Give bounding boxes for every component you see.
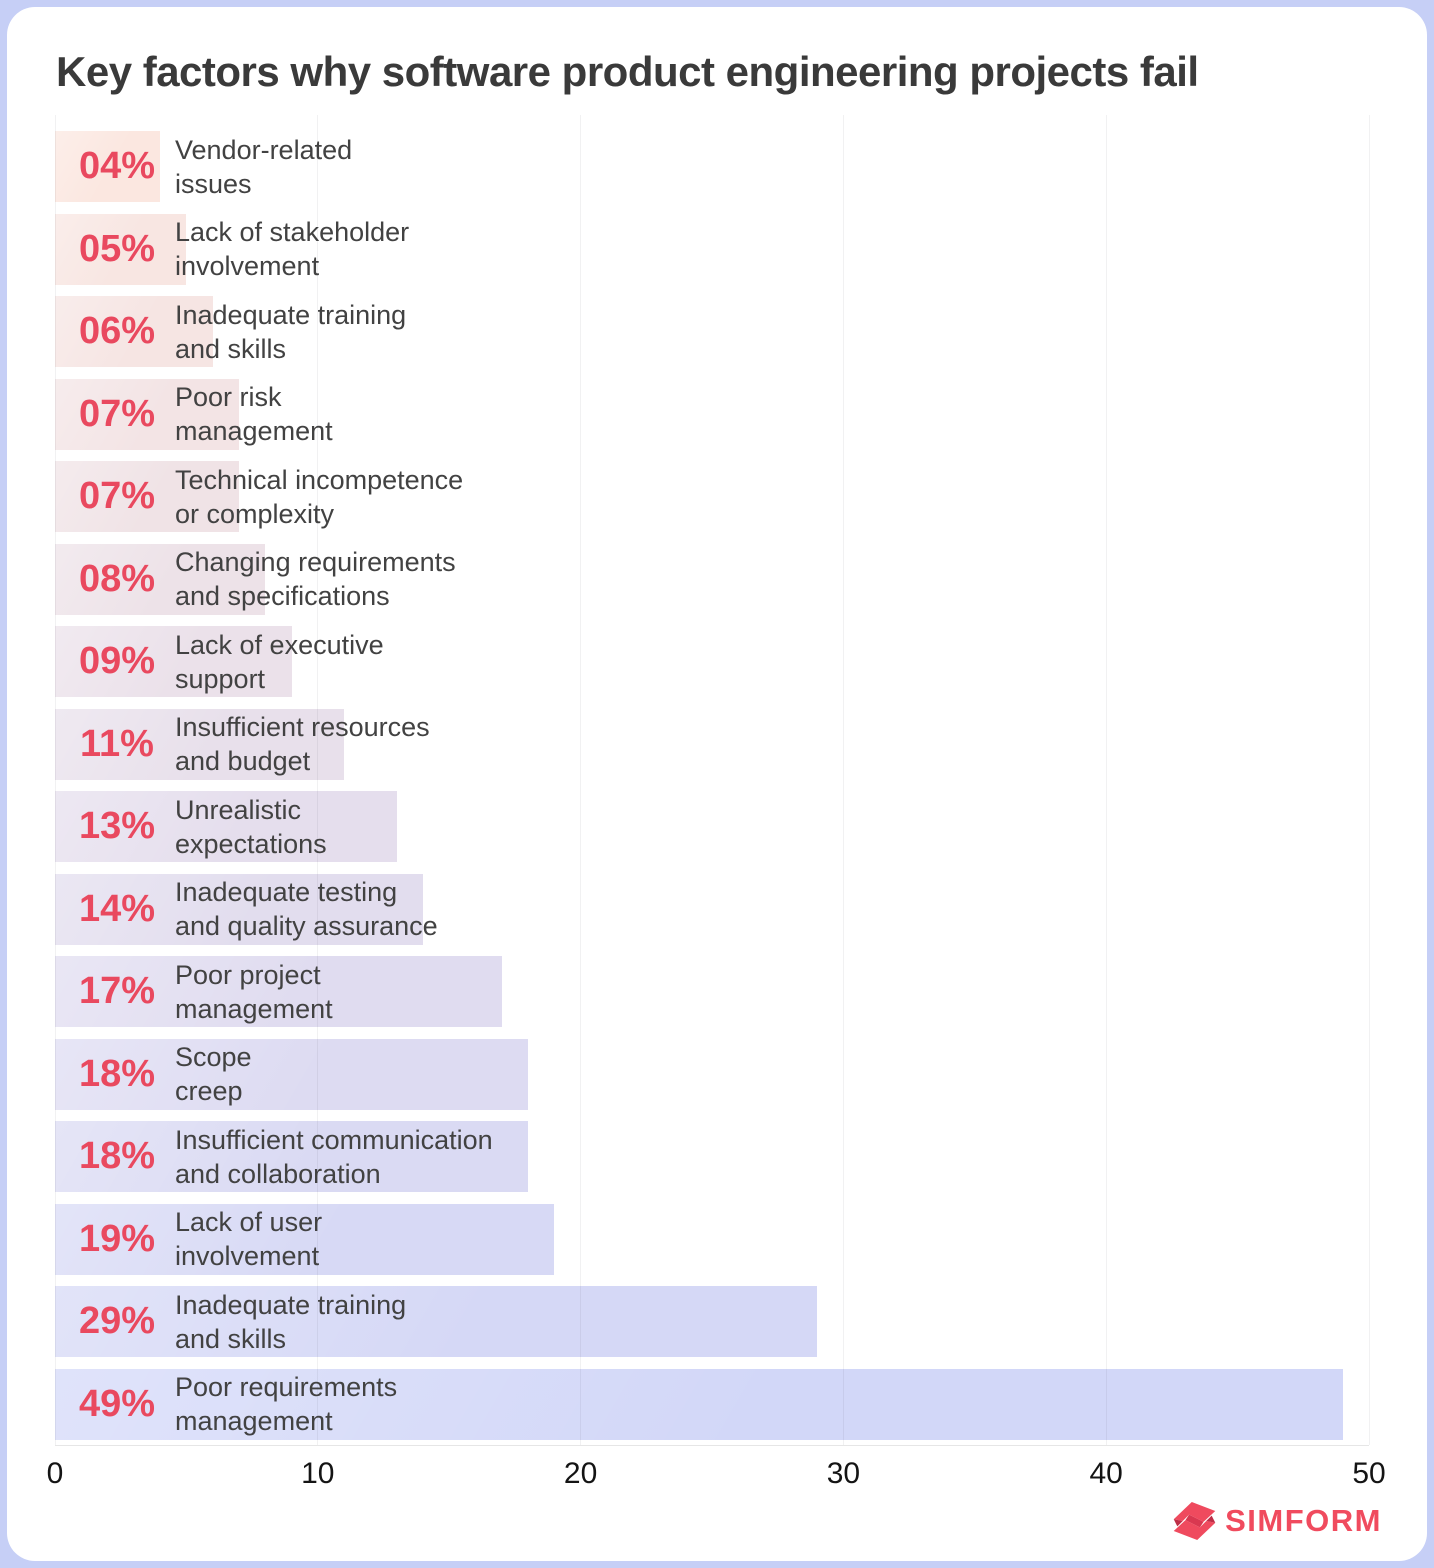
- category-label-line1: Scope: [175, 1042, 252, 1072]
- gridline-50: [1369, 115, 1370, 1445]
- category-label-line1: Unrealistic: [175, 794, 302, 825]
- brand-wordmark: SIMFORM: [1225, 1503, 1382, 1538]
- gridline-0: [55, 115, 56, 1445]
- bar-row: [55, 379, 1369, 450]
- category-label-line1: Changing requirements: [175, 547, 456, 577]
- value-label: 11%: [80, 722, 154, 765]
- category-label-line2: management: [175, 993, 333, 1024]
- category-label-line2: involvement: [175, 251, 320, 281]
- category-label-line1: Poor risk: [175, 382, 282, 412]
- category-label-line1: Insufficient resources: [175, 712, 430, 742]
- value-label: 18%: [78, 1052, 156, 1095]
- category-label: [175, 215, 409, 283]
- x-axis-tick-label-40: 40: [1089, 1457, 1123, 1490]
- bar-row: [55, 296, 1369, 367]
- category-label-line2: expectations: [175, 828, 327, 859]
- infographic-card: [7, 7, 1427, 1561]
- value-label: 49%: [78, 1382, 156, 1425]
- gridline-20: [580, 115, 581, 1445]
- category-label-line2: creep: [175, 1076, 243, 1106]
- category-label: [175, 793, 327, 861]
- value-label: 05%: [78, 227, 156, 270]
- value-label: 17%: [78, 970, 156, 1012]
- category-label-line1: Poor project: [175, 959, 321, 990]
- category-label-line2: and specifications: [175, 581, 390, 611]
- value-label: 13%: [78, 805, 156, 847]
- bar: [55, 1286, 817, 1357]
- x-axis-tick-label-20: 20: [563, 1457, 598, 1490]
- category-label-line2: and budget: [175, 746, 311, 776]
- category-label-line1: Poor requirements: [175, 1372, 398, 1402]
- simform-logo-icon: [1171, 1499, 1218, 1543]
- x-axis-tick-label-10: 10: [301, 1457, 335, 1490]
- x-axis-tick-label-0: 0: [46, 1457, 64, 1490]
- gridline-30: [843, 115, 844, 1445]
- category-label-line2: and skills: [175, 333, 287, 364]
- category-label-line1: Vendor-related: [175, 134, 353, 165]
- category-label: [175, 463, 463, 531]
- category-label: [175, 710, 430, 778]
- category-label: [175, 958, 333, 1026]
- bar-row: [55, 791, 1369, 862]
- value-label: 09%: [78, 640, 156, 682]
- category-label: [175, 628, 384, 696]
- value-label: 06%: [78, 310, 156, 352]
- value-label: 08%: [78, 557, 156, 600]
- category-label-line2: and quality assurance: [175, 911, 438, 941]
- category-label-line2: management: [175, 416, 333, 446]
- category-label-line2: and collaboration: [175, 1158, 381, 1189]
- category-label: [175, 545, 456, 613]
- value-label: 18%: [78, 1135, 156, 1177]
- x-axis: [46, 1457, 1386, 1497]
- bar-row: [55, 874, 1369, 945]
- value-label: 07%: [78, 475, 156, 517]
- chart-title: Key factors why software product engineering projects fail: [56, 48, 1199, 95]
- category-label: [175, 1370, 397, 1438]
- bar-row: [55, 1121, 1369, 1192]
- value-label: 29%: [78, 1300, 156, 1342]
- value-label: 19%: [78, 1217, 156, 1260]
- bar-row: [55, 709, 1369, 780]
- gridline-40: [1106, 115, 1107, 1445]
- category-label: [175, 1040, 252, 1108]
- bar-row: [55, 1286, 1369, 1357]
- value-label: 07%: [78, 392, 156, 435]
- category-label: [175, 298, 406, 366]
- category-label-line1: Inadequate training: [175, 299, 407, 330]
- category-label-line2: issues: [175, 168, 252, 199]
- bar-row: [55, 1039, 1369, 1110]
- value-label: 04%: [78, 145, 156, 187]
- category-label-line2: involvement: [175, 1241, 320, 1271]
- category-label-line1: Lack of executive: [175, 629, 384, 660]
- category-label-line1: Inadequate training: [175, 1289, 407, 1320]
- category-label: [175, 875, 438, 943]
- bar-row: [55, 461, 1369, 532]
- category-label: [175, 1205, 322, 1273]
- bar-row: [55, 544, 1369, 615]
- x-axis-tick-label-50: 50: [1352, 1457, 1386, 1490]
- category-label-line2: and skills: [175, 1323, 287, 1354]
- bar-row: [55, 1204, 1369, 1275]
- bar-chart-plot-area: [55, 115, 1369, 1445]
- category-label: [175, 1123, 493, 1191]
- category-label: [175, 133, 352, 201]
- x-axis-tick-label-30: 30: [826, 1457, 861, 1490]
- bar-row: [55, 626, 1369, 697]
- category-label-line1: Technical incompetence: [175, 464, 464, 495]
- brand-logo: [1171, 1499, 1382, 1543]
- category-label-line1: Lack of user: [175, 1207, 323, 1237]
- bar-row: [55, 1369, 1369, 1440]
- bar-row: [55, 131, 1369, 202]
- category-label-line2: support: [175, 663, 266, 694]
- category-label-line2: management: [175, 1406, 333, 1436]
- category-label-line1: Lack of stakeholder: [175, 217, 410, 247]
- category-label-line2: or complexity: [175, 498, 335, 529]
- category-label-line1: Inadequate testing: [175, 877, 398, 907]
- gridline-10: [317, 115, 318, 1445]
- category-label: [175, 1288, 406, 1356]
- value-label: 14%: [78, 887, 156, 930]
- category-label-line1: Insufficient communication: [175, 1124, 493, 1155]
- x-axis-baseline: [55, 1445, 1369, 1446]
- bar-row: [55, 956, 1369, 1027]
- category-label: [175, 380, 333, 448]
- bar-row: [55, 214, 1369, 285]
